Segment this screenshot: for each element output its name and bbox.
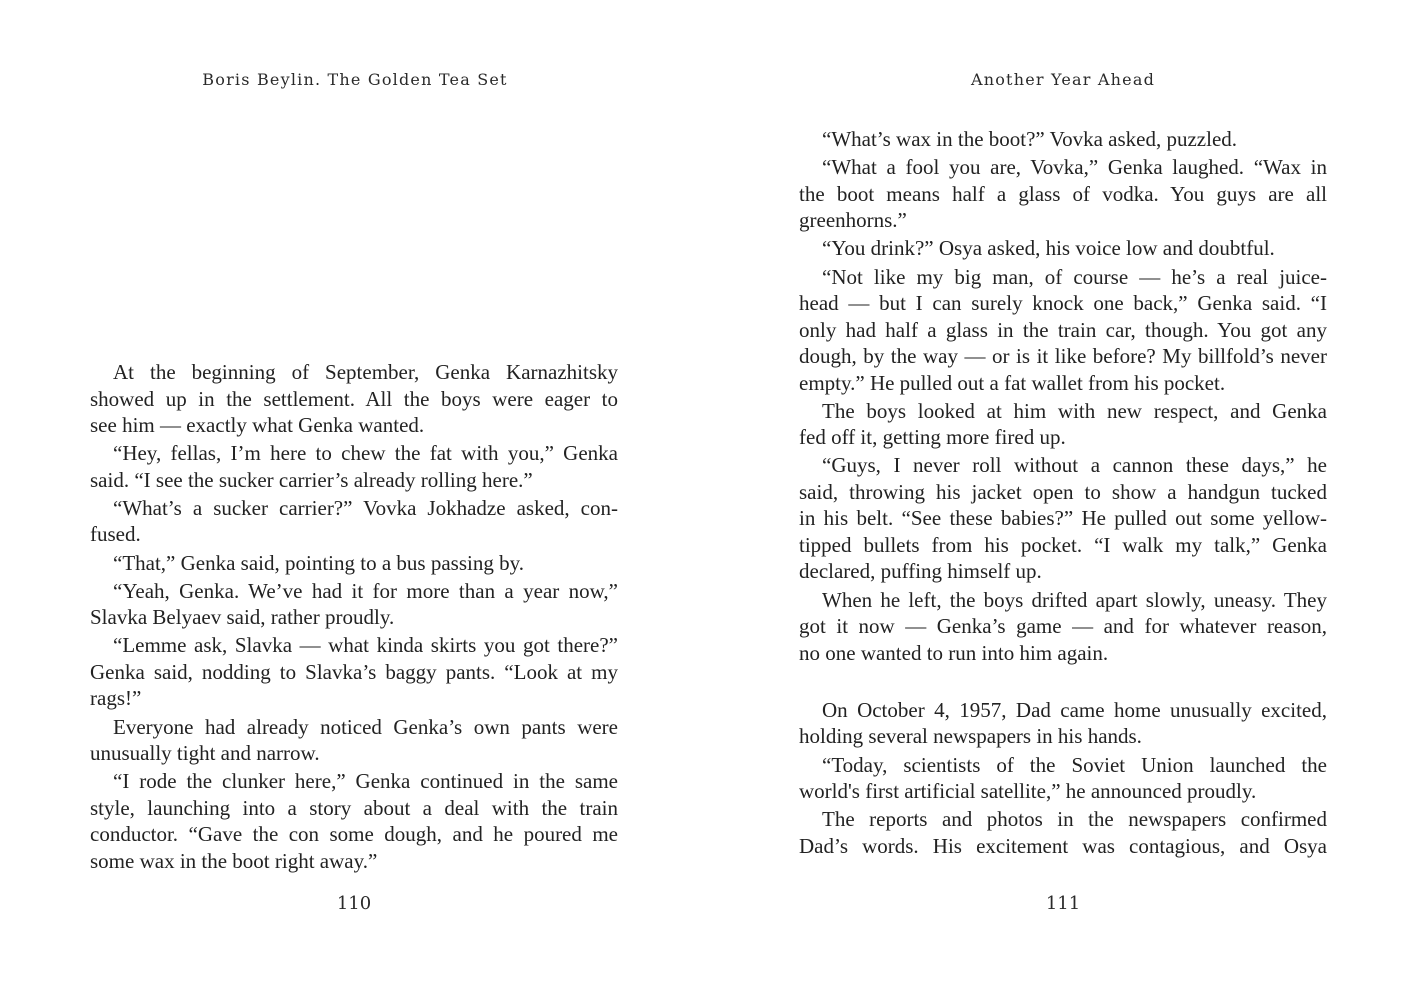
section-break <box>799 668 1327 697</box>
text-line: “I rode the clunker here,” Genka continued in the same <box>113 769 618 794</box>
text-line: style, launching into a story about a deal with the train <box>90 795 618 820</box>
text-line: “Not like my big man, of course — he’s a real juice- <box>822 264 1327 289</box>
text-line: “Hey, fellas, I’m here to chew the fat with you,” Genka <box>113 441 618 466</box>
paragraph <box>799 264 1327 397</box>
text-line: said. “I see the sucker carrier’s already rolling here.” <box>90 467 533 492</box>
text-line: “Yeah, Genka. We’ve had it for more than a year now,” <box>113 578 618 603</box>
text-line: The reports and photos in the newspapers confirmed <box>822 807 1327 832</box>
paragraph <box>90 440 618 493</box>
text-line: only had half a glass in the train car, though. You got any <box>799 317 1327 342</box>
text-line: “What’s a sucker carrier?” Vovka Jokhadze asked, con- <box>113 495 618 520</box>
right-page <box>708 0 1417 992</box>
paragraph <box>90 550 618 577</box>
right-page-text <box>799 126 1327 861</box>
paragraph <box>90 578 618 631</box>
text-line: conductor. “Gave the con some dough, and he poured me <box>90 822 618 847</box>
text-line: fed off it, getting more fired up. <box>799 425 1066 450</box>
paragraph <box>799 587 1327 667</box>
text-line: “What’s wax in the boot?” Vovka asked, puzzled. <box>822 127 1238 151</box>
text-line: empty.” He pulled out a fat wallet from his pocket. <box>799 370 1226 395</box>
text-line: greenhorns.” <box>799 208 907 233</box>
text-line: Genka said, nodding to Slavka’s baggy pants. “Look at my <box>90 659 618 684</box>
text-line: “Guys, I never roll without a cannon these days,” he <box>822 453 1327 478</box>
text-line: Everyone had already noticed Genka’s own pants were <box>113 714 618 739</box>
left-page-text <box>90 359 618 876</box>
paragraph <box>799 452 1327 585</box>
text-line: “Today, scientists of the Soviet Union launched the <box>822 752 1327 777</box>
paragraph <box>799 126 1327 153</box>
paragraph <box>799 154 1327 234</box>
running-head-right: Another Year Ahead <box>970 70 1156 89</box>
paragraph <box>799 752 1327 805</box>
page-number-left: 110 <box>336 893 372 914</box>
text-line: On October 4, 1957, Dad came home unusually excited, <box>822 697 1327 722</box>
text-line: “What a fool you are, Vovka,” Genka laughed. “Wax in <box>822 155 1327 180</box>
text-line: head — but I can surely knock one back,” Genka said. “I <box>799 291 1327 316</box>
text-line: The boys looked at him with new respect, and Genka <box>822 398 1327 423</box>
paragraph <box>799 398 1327 451</box>
text-line: some wax in the boot right away.” <box>90 848 378 873</box>
text-line: showed up in the settlement. All the boys were eager to <box>90 386 618 411</box>
text-line: no one wanted to run into him again. <box>799 640 1109 665</box>
text-line: tipped bullets from his pocket. “I walk my talk,” Genka <box>799 532 1327 557</box>
paragraph <box>799 235 1327 262</box>
paragraph <box>90 495 618 548</box>
running-head-left: Boris Beylin. The Golden Tea Set <box>202 70 508 89</box>
text-line: dough, by the way — or is it like before? My billfold’s never <box>799 344 1327 369</box>
page-number-right: 111 <box>1045 893 1081 914</box>
left-page <box>0 0 708 992</box>
paragraph <box>799 697 1327 750</box>
text-line: the boot means half a glass of vodka. You guys are all <box>799 181 1327 206</box>
text-line: “Lemme ask, Slavka — what kinda skirts you got there?” <box>113 633 618 658</box>
text-line: see him — exactly what Genka wanted. <box>90 413 425 437</box>
text-line: unusually tight and narrow. <box>90 741 320 766</box>
text-line: holding several newspapers in his hands. <box>799 724 1142 749</box>
text-line: “You drink?” Osya asked, his voice low and doubtful. <box>822 236 1275 261</box>
paragraph <box>799 806 1327 859</box>
text-line: said, throwing his jacket open to show a handgun tucked <box>799 479 1327 504</box>
text-line: fused. <box>90 522 141 547</box>
text-line: At the beginning of September, Genka Karnazhitsky <box>113 360 618 384</box>
text-line: got it now — Genka’s game — and for whatever reason, <box>799 614 1327 639</box>
text-line: in his belt. “See these babies?” He pulled out some yellow- <box>799 506 1327 531</box>
text-line: When he left, the boys drifted apart slowly, uneasy. They <box>822 587 1327 612</box>
paragraph <box>90 632 618 712</box>
text-line: “That,” Genka said, pointing to a bus passing by. <box>113 550 524 575</box>
paragraph <box>90 714 618 767</box>
text-line: declared, puffing himself up. <box>799 559 1042 584</box>
text-line: rags!” <box>90 686 142 711</box>
text-line: Dad’s words. His excitement was contagious, and Osya <box>799 833 1327 858</box>
text-line: world's first artificial satellite,” he announced proudly. <box>799 779 1257 803</box>
paragraph <box>90 359 618 439</box>
text-line: Slavka Belyaev said, rather proudly. <box>90 605 395 630</box>
paragraph <box>90 768 618 874</box>
